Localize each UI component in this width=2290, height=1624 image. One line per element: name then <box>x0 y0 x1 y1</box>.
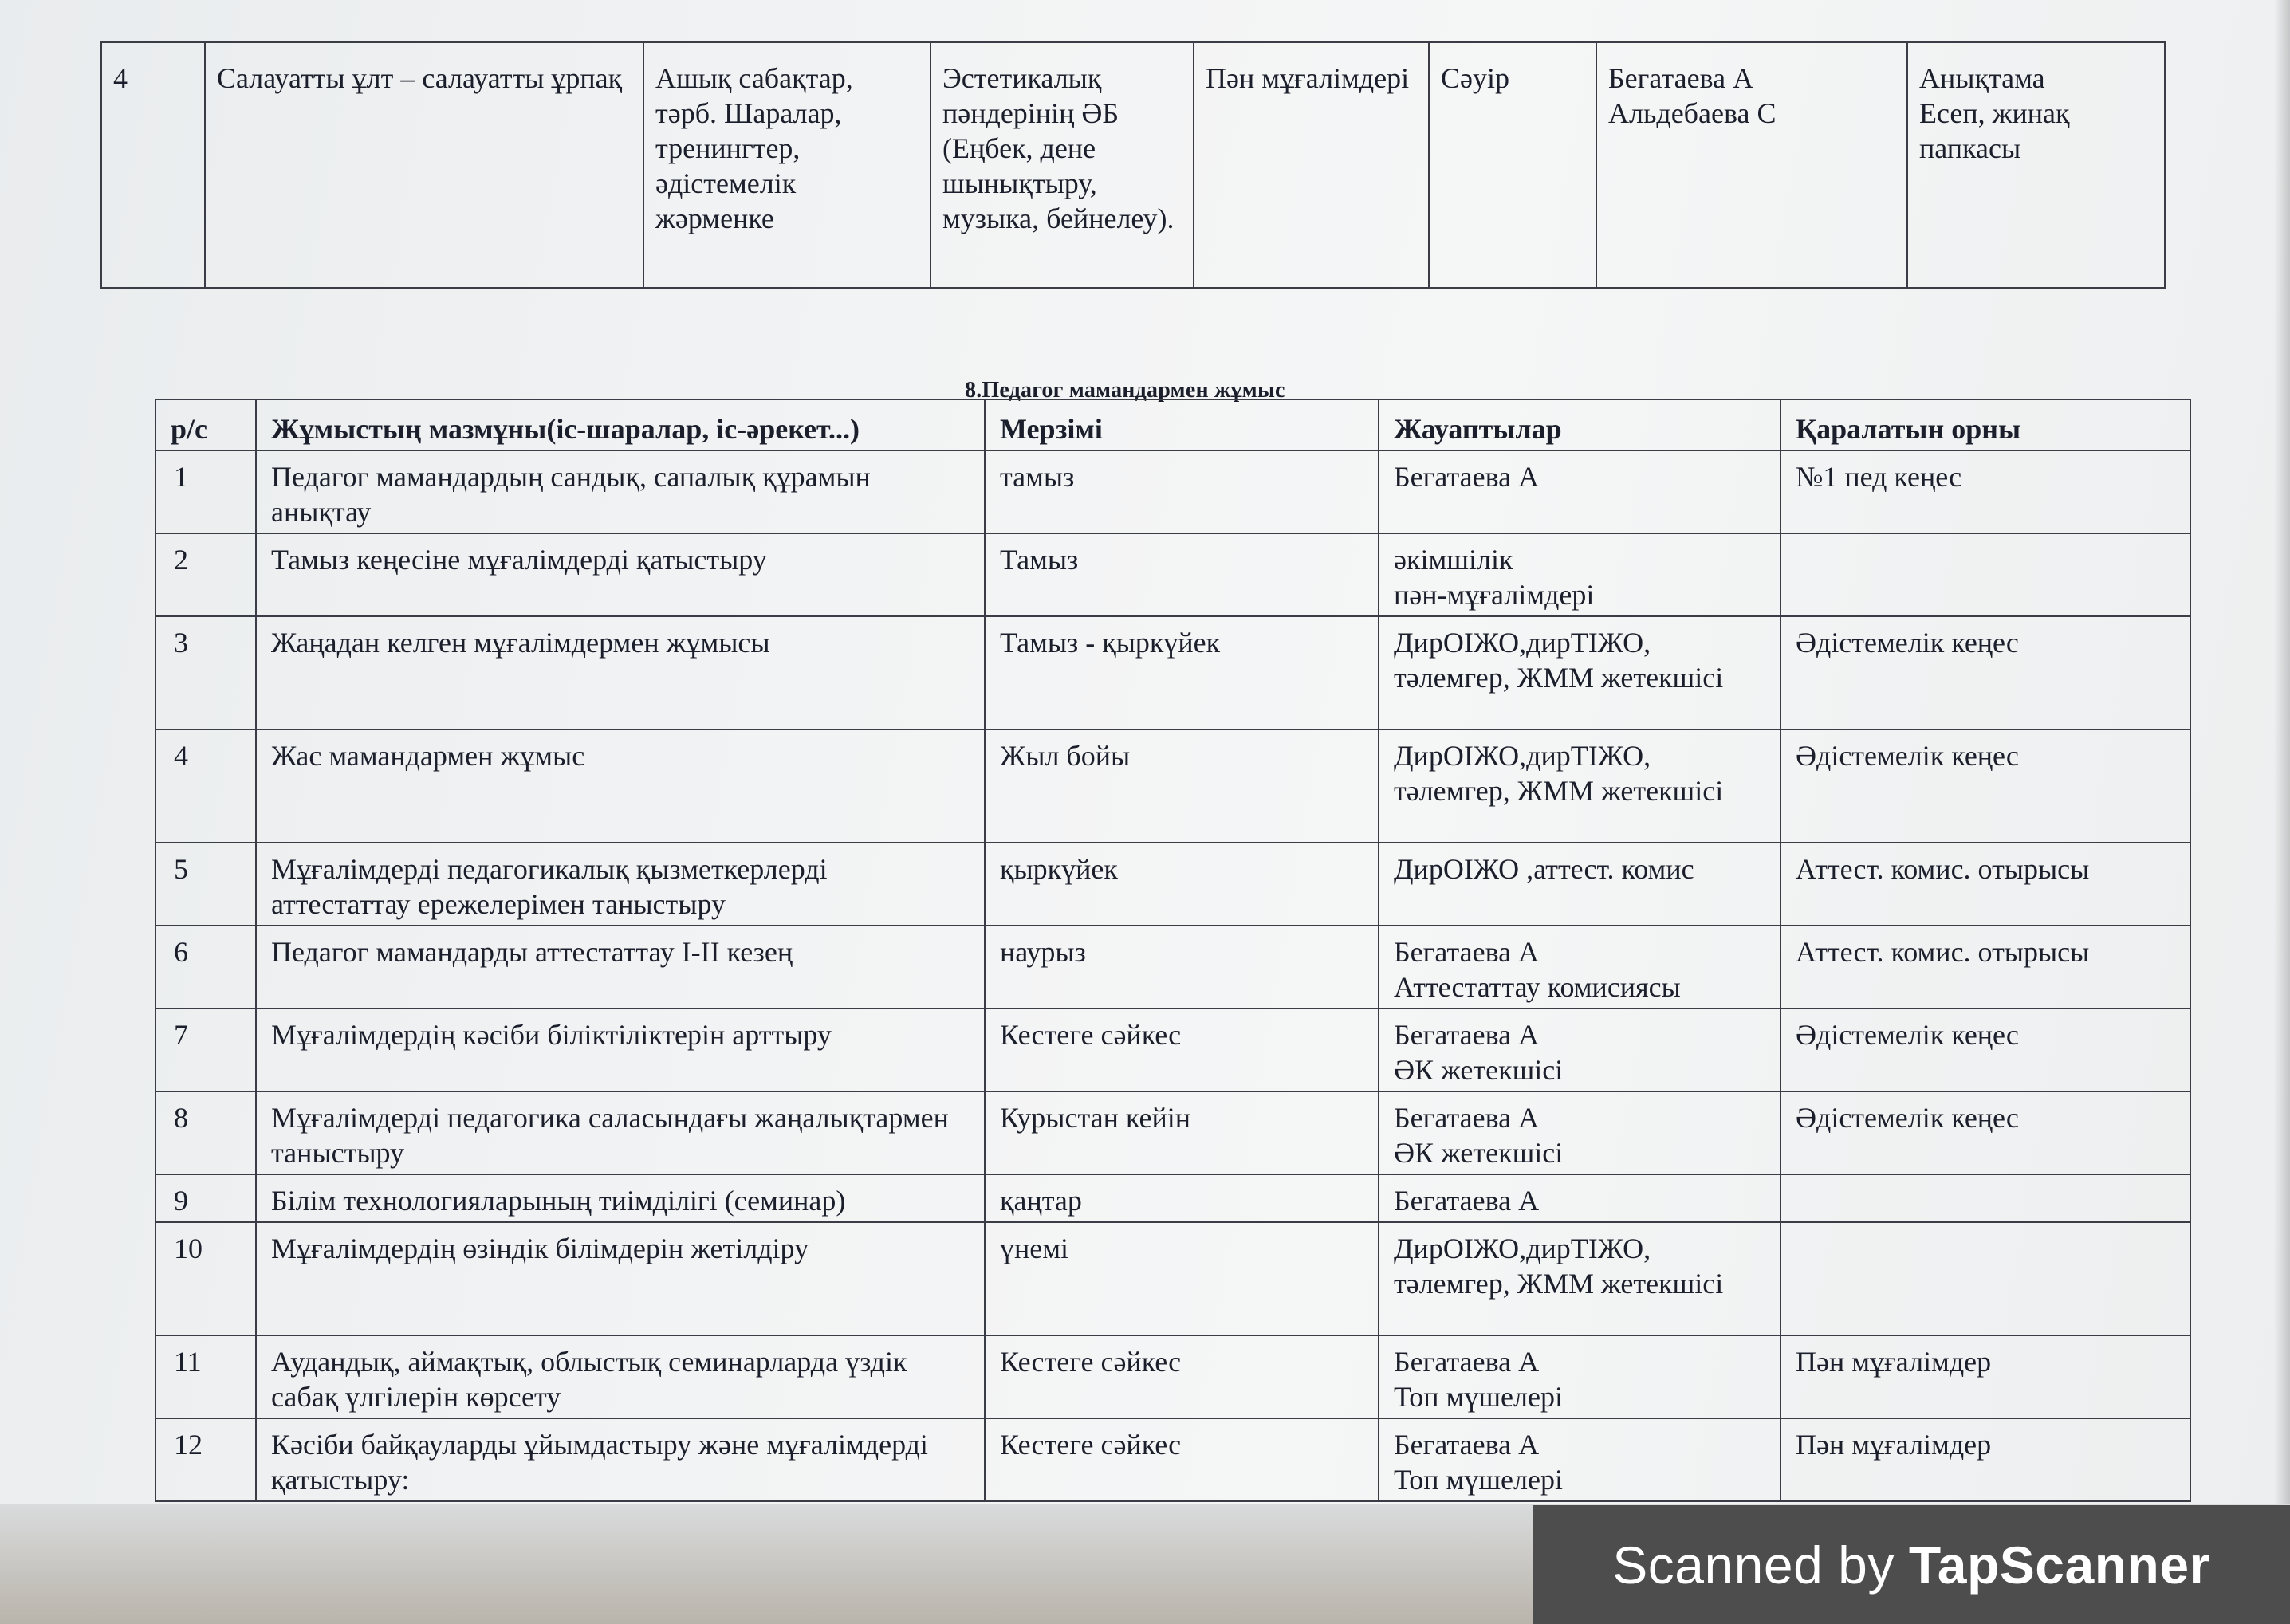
row-deadline: Кестеге сәйкес <box>985 1418 1379 1501</box>
row-review-place: Аттест. комис. отырысы <box>1780 926 2190 1009</box>
event-participants: Пән мұғалімдері <box>1194 42 1429 288</box>
row-responsible: ДирОІЖО,дирТІЖО, тәлемгер, ЖММ жетекшісі <box>1379 1222 1780 1335</box>
event-responsible: Бегатаева А Альдебаева С <box>1596 42 1907 288</box>
row-content: Мұғалімдерді педагогикалық қызметкерлерді аттестаттау ережелерімен таныстыру <box>256 843 985 926</box>
row-review-place: №1 пед кеңес <box>1780 450 2190 533</box>
event-month: Сәуір <box>1429 42 1596 288</box>
row-responsible: ДирОІЖО,дирТІЖО, тәлемгер, ЖММ жетекшісі <box>1379 616 1780 729</box>
row-deadline: үнемі <box>985 1222 1379 1335</box>
row-review-place <box>1780 1174 2190 1222</box>
table-row <box>155 1222 2190 1335</box>
row-number: 10 <box>155 1222 256 1335</box>
table-row <box>155 1418 2190 1501</box>
event-target: Эстетикалық пәндерінің ӘБ (Еңбек, дене шынықтыру, музыка, бейнелеу). <box>931 42 1194 288</box>
page-edge-shadow <box>2274 0 2290 1515</box>
row-content: Мұғалімдердің кәсіби біліктіліктерін арттыру <box>256 1009 985 1091</box>
row-responsible: ДирОІЖО ,аттест. комис <box>1379 843 1780 926</box>
row-number: 8 <box>155 1091 256 1174</box>
row-number: 3 <box>155 616 256 729</box>
row-deadline: Тамыз <box>985 533 1379 616</box>
row-deadline: қыркүйек <box>985 843 1379 926</box>
row-number: 5 <box>155 843 256 926</box>
row-deadline: қаңтар <box>985 1174 1379 1222</box>
row-deadline: Кестеге сәйкес <box>985 1009 1379 1091</box>
table-row <box>155 1009 2190 1091</box>
row-number: 4 <box>155 729 256 843</box>
row-review-place <box>1780 1222 2190 1335</box>
section-title: 8.Педагог мамандармен жұмыс <box>965 378 1285 403</box>
table-row <box>155 926 2190 1009</box>
row-number: 12 <box>155 1418 256 1501</box>
row-deadline: тамыз <box>985 450 1379 533</box>
row-content: Мұғалімдердің өзіндік білімдерін жетілдіру <box>256 1222 985 1335</box>
row-responsible: ДирОІЖО,дирТІЖО, тәлемгер, ЖММ жетекшісі <box>1379 729 1780 843</box>
row-responsible: Бегатаева А Топ мүшелері <box>1379 1418 1780 1501</box>
row-review-place: Әдістемелік кеңес <box>1780 616 2190 729</box>
row-review-place: Әдістемелік кеңес <box>1780 1091 2190 1174</box>
row-review-place <box>1780 533 2190 616</box>
row-deadline: Кестеге сәйкес <box>985 1335 1379 1418</box>
table-row <box>101 42 2165 288</box>
row-number: 4 <box>101 42 205 288</box>
column-header-deadline: Мерзімі <box>985 399 1379 450</box>
row-review-place: Пән мұғалімдер <box>1780 1418 2190 1501</box>
table-row <box>155 843 2190 926</box>
row-content: Жас мамандармен жұмыс <box>256 729 985 843</box>
table-row <box>155 1091 2190 1174</box>
row-responsible: Бегатаева А ӘК жетекшісі <box>1379 1091 1780 1174</box>
column-header-review-place: Қаралатын орны <box>1780 399 2190 450</box>
continued-plan-table <box>100 41 2166 289</box>
row-number: 1 <box>155 450 256 533</box>
row-content: Тамыз кеңесіне мұғалімдерді қатыстыру <box>256 533 985 616</box>
event-form: Ашық сабақтар, тәрб. Шаралар, тренингтер, әдістемелік жәрменке <box>643 42 931 288</box>
watermark-prefix: Scanned by <box>1612 1535 1895 1595</box>
scanner-watermark <box>1533 1505 2290 1624</box>
table-row <box>155 533 2190 616</box>
row-content: Кәсіби байқауларды ұйымдастыру және мұғалімдерді қатыстыру: <box>256 1418 985 1501</box>
row-review-place: Пән мұғалімдер <box>1780 1335 2190 1418</box>
row-review-place: Әдістемелік кеңес <box>1780 1009 2190 1091</box>
table-row <box>155 450 2190 533</box>
row-content: Жаңадан келген мұғалімдермен жұмысы <box>256 616 985 729</box>
row-review-place: Аттест. комис. отырысы <box>1780 843 2190 926</box>
row-content: Педагог мамандарды аттестаттау I-II кезең <box>256 926 985 1009</box>
row-responsible: Бегатаева А Аттестаттау комисиясы <box>1379 926 1780 1009</box>
row-responsible: Бегатаева А <box>1379 450 1780 533</box>
row-number: 2 <box>155 533 256 616</box>
teacher-work-plan-table <box>155 399 2191 1502</box>
row-deadline: Тамыз - қыркүйек <box>985 616 1379 729</box>
row-deadline: наурыз <box>985 926 1379 1009</box>
column-header-number: р/с <box>155 399 256 450</box>
row-responsible: әкімшілік пән-мұғалімдері <box>1379 533 1780 616</box>
row-content: Білім технологияларының тиімділігі (семинар) <box>256 1174 985 1222</box>
table-row <box>155 1335 2190 1418</box>
row-responsible: Бегатаева А ӘК жетекшісі <box>1379 1009 1780 1091</box>
row-number: 6 <box>155 926 256 1009</box>
table-row <box>155 616 2190 729</box>
event-topic: Салауатты ұлт – салауатты ұрпақ <box>205 42 643 288</box>
table-row <box>155 1174 2190 1222</box>
column-header-content: Жұмыстың мазмұны(іс-шаралар, іс-әрекет...) <box>256 399 985 450</box>
row-responsible: Бегатаева А <box>1379 1174 1780 1222</box>
table-header-row <box>155 399 2190 450</box>
event-result: Анықтама Есеп, жинақ папкасы <box>1907 42 2165 288</box>
row-content: Аудандық, аймақтық, облыстық семинарларда үздік сабақ үлгілерін көрсету <box>256 1335 985 1418</box>
row-content: Мұғалімдерді педагогика саласындағы жаңалықтармен таныстыру <box>256 1091 985 1174</box>
row-deadline: Жыл бойы <box>985 729 1379 843</box>
row-review-place: Әдістемелік кеңес <box>1780 729 2190 843</box>
row-content: Педагог мамандардың сандық, сапалық құрамын анықтау <box>256 450 985 533</box>
row-number: 7 <box>155 1009 256 1091</box>
column-header-responsible: Жауаптылар <box>1379 399 1780 450</box>
row-responsible: Бегатаева А Топ мүшелері <box>1379 1335 1780 1418</box>
row-number: 9 <box>155 1174 256 1222</box>
table-row <box>155 729 2190 843</box>
row-number: 11 <box>155 1335 256 1418</box>
watermark-brand: TapScanner <box>1908 1535 2210 1595</box>
row-deadline: Курыстан кейін <box>985 1091 1379 1174</box>
